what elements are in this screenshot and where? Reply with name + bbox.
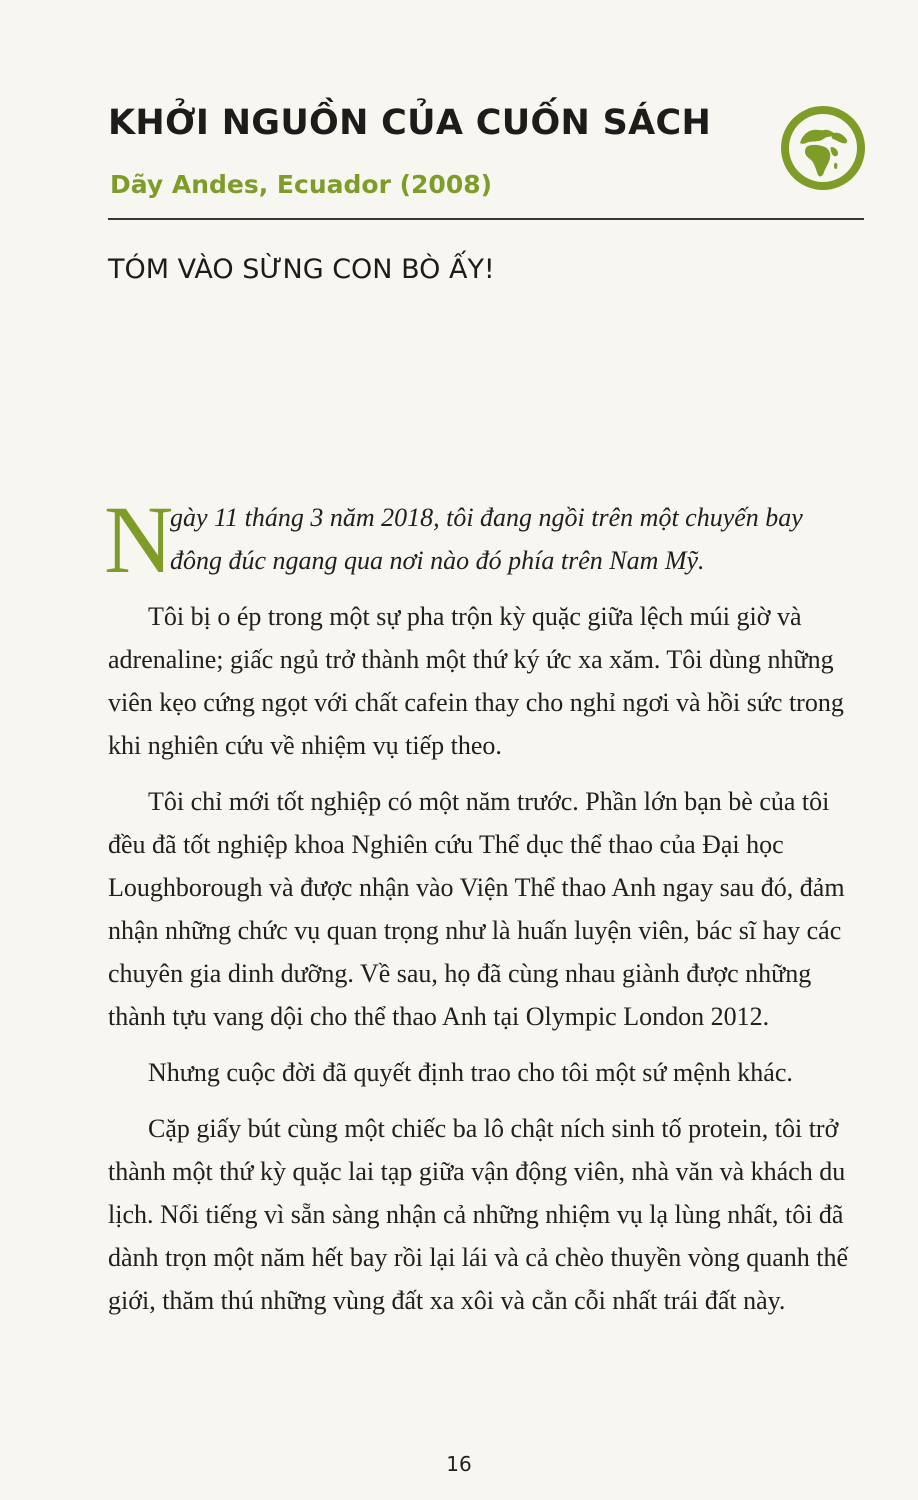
chapter-subtitle: Dãy Andes, Ecuador (2008) [110, 170, 493, 199]
paragraph: Nhưng cuộc đời đã quyết định trao cho tôi một sứ mệnh khác. [148, 1058, 793, 1087]
paragraph: Tôi bị o ép trong một sự pha trộn kỳ quặc giữa lệch múi giờ và adrenaline; giấc ngủ trở thành một thứ ký ức xa xăm. Tôi dùng những viên kẹo cứng ngọt với chất cafein thay cho nghỉ ngơi và hồi sức trong khi nghiên cứu về nhiệm vụ tiếp theo. [108, 602, 844, 760]
paragraph: Tôi chỉ mới tốt nghiệp có một năm trước. Phần lớn bạn bè của tôi đều đã tốt nghiệp khoa Nghiên cứu Thể dục thể thao của Đại học Loughborough và được nhận vào Viện Thể thao Anh ngay sau đó, đảm nhận những chức vụ quan trọng như là huấn luyện viên, bác sĩ hay các chuyên gia dinh dưỡng. Về sau, họ đã cùng nhau giành được những thành tựu vang dội cho thể thao Anh tại Olympic London 2012. [108, 787, 845, 1031]
section-title: TÓM VÀO SỪNG CON BÒ ẤY! [108, 254, 495, 285]
globe-icon [778, 103, 868, 193]
header-divider [108, 218, 864, 220]
page-number: 16 [446, 1452, 472, 1476]
intro-text: gày 11 tháng 3 năm 2018, tôi đang ngồi trên một chuyến bay đông đúc ngang qua nơi nào đó phía trên Nam Mỹ. [170, 503, 803, 575]
drop-cap: N [104, 486, 174, 593]
body-text [104, 486, 858, 1335]
paragraph: Cặp giấy bút cùng một chiếc ba lô chật ních sinh tố protein, tôi trở thành một thứ kỳ quặc lai tạp giữa vận động viên, nhà văn và khách du lịch. Nổi tiếng vì sẵn sàng nhận cả những nhiệm vụ lạ lùng nhất, tôi đã dành trọn một năm hết bay rồi lại lái và cả chèo thuyền vòng quanh thế giới, thăm thú những vùng đất xa xôi và cằn cỗi nhất trái đất này. [108, 1114, 849, 1315]
intro-paragraph [104, 486, 858, 593]
chapter-title: KHỞI NGUỒN CỦA CUỐN SÁCH [108, 103, 712, 143]
